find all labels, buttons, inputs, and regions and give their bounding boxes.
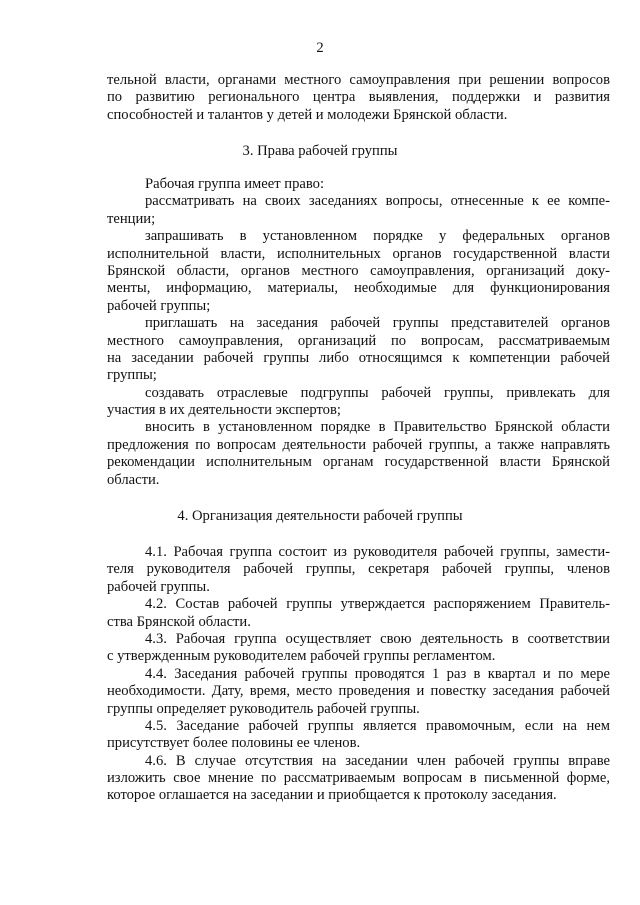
text-line: предложения по вопросам деятельности рабочей группы, а также направлять: [107, 436, 610, 453]
text-line: тельной власти, органами местного самоуправления при решении вопросов: [107, 72, 610, 88]
text-line: группы;: [107, 367, 157, 384]
text-line: по развитию регионального центра выявления, поддержки и развития: [107, 89, 610, 106]
text-line: на заседании рабочей группы либо относящимся к компетенции рабочей: [107, 349, 610, 366]
page-number: 2: [316, 40, 324, 56]
text-line: ства Брянской области.: [107, 613, 251, 630]
text-line: группы определяет руководитель рабочей группы.: [107, 700, 420, 717]
text-line: рабочей группы;: [107, 297, 211, 314]
text-line: запрашивать в установленном порядке у федеральных органов: [145, 228, 610, 245]
section-3-heading: 3. Права рабочей группы: [242, 143, 398, 159]
text-line: рекомендации исполнительным органам государственной власти Брянской: [107, 454, 610, 471]
text-line: области.: [107, 471, 160, 488]
text-line: вносить в установленном порядке в Правительство Брянской области: [145, 419, 610, 436]
text-line: которое оглашается на заседании и приобщается к протоколу заседания.: [107, 787, 557, 804]
text-line: 4.3. Рабочая группа осуществляет свою деятельность в соответствии: [145, 630, 610, 647]
text-line: рабочей группы.: [107, 578, 210, 595]
section-4-body: [107, 544, 610, 805]
text-line: присутствует более половины ее членов.: [107, 735, 361, 752]
text-line: Рабочая группа имеет право:: [145, 176, 325, 192]
text-line: 4.1. Рабочая группа состоит из руководителя рабочей группы, замести-: [145, 544, 610, 560]
text-line: тенции;: [107, 210, 156, 227]
text-line: 4.4. Заседания рабочей группы проводятся 1 раз в квартал и по мере: [145, 665, 610, 682]
text-line: с утвержденным руководителем рабочей группы регламентом.: [107, 648, 496, 665]
text-line: приглашать на заседания рабочей группы представителей органов: [145, 315, 610, 332]
text-line: теля руководителя рабочей группы, секретаря рабочей группы, членов: [107, 561, 610, 578]
text-line: рассматривать на своих заседаниях вопросы, отнесенные к ее компе-: [145, 193, 610, 210]
text-line: необходимости. Дату, время, место проведения и повестку заседания рабочей: [107, 683, 610, 700]
text-line: способностей и талантов у детей и молодежи Брянской области.: [107, 106, 508, 123]
text-line: Брянской области, органов местного самоуправления, организаций доку-: [107, 262, 610, 279]
text-line: участия в их деятельности экспертов;: [107, 402, 341, 419]
text-line: исполнительной власти, исполнительных органов государственной власти: [107, 245, 610, 262]
text-line: 4.6. В случае отсутствия на заседании член рабочей группы вправе: [145, 752, 610, 769]
text-line: изложить свое мнение по рассматриваемым вопросам в письменной форме,: [107, 770, 610, 787]
text-line: местного самоуправления, организаций по вопросам, рассматриваемым: [107, 332, 610, 349]
section-4-heading: 4. Организация деятельности рабочей группы: [177, 508, 463, 524]
intro-paragraph: [107, 72, 610, 124]
section-3-body: [107, 176, 610, 489]
text-line: 4.5. Заседание рабочей группы является правомочным, если на нем: [145, 717, 610, 734]
text-line: создавать отраслевые подгруппы рабочей группы, привлекать для: [145, 384, 610, 401]
text-line: 4.2. Состав рабочей группы утверждается распоряжением Правитель-: [145, 596, 610, 613]
text-line: менты, информацию, материалы, необходимые для функционирования: [107, 280, 610, 297]
